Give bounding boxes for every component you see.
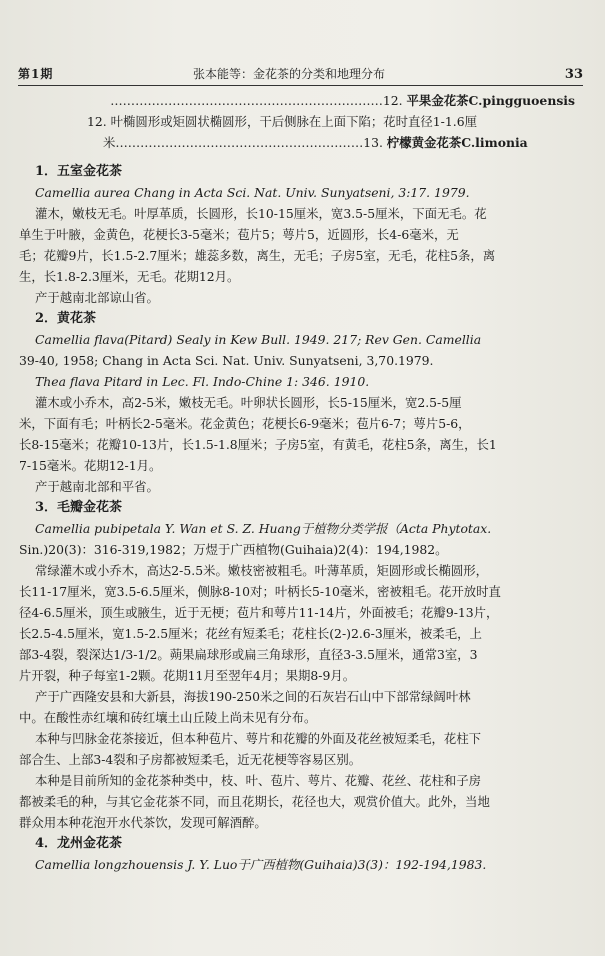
desc-line: 灌木，嫩枝无毛。叶厚革质，长圆形，长10-15厘米，宽3.5-5厘米，下面无毛。花 — [35, 206, 487, 221]
key-line-2: 12. 叶椭圆形或矩圆状椭圆形，干后侧脉在上面下陷；花时直径1-1.6厘 — [87, 114, 477, 129]
species-heading-1: 1．五室金花茶 — [35, 164, 123, 179]
species-citation-4: Camellia longzhouensis J. Y. Luo于广西植物(Guihaia)3(3)：192-194,1983. — [35, 857, 487, 872]
species-heading-2: 2．黄花茶 — [35, 311, 97, 326]
note: 群众用本种花泡开水代茶饮，发现可解酒醉。 — [19, 815, 267, 830]
desc-line: 长11-17厘米，宽3.5-6.5厘米，侧脉8-10对；叶柄长5-10毫米，密被粗毛。花开放时直 — [19, 584, 501, 599]
desc-line: 部3-4裂，裂深达1/3-1/2。蒴果扁球形或扁三角球形，直径3-3.5厘米，通常3室，3 — [19, 647, 478, 662]
species-citation-2: Camellia flava(Pitard) Sealy in Kew Bull. 1949. 217; Rev Gen. Camellia — [35, 332, 482, 347]
species-citation-1: Camellia aurea Chang in Acta Sci. Nat. Univ. Sunyatseni, 3:17. 1979. — [35, 185, 470, 200]
key-line-3: 米……………………………………………………13. 柠檬黄金花茶C.limonia — [103, 135, 528, 150]
desc-line: 毛；花瓣9片，长1.5-2.7厘米；雄蕊多数，离生，无毛；子房5室，无毛，花柱5条，离 — [19, 248, 496, 263]
distribution: 产于广西隆安县和大新县，海拔190-250米之间的石灰岩石山中下部常绿阔叶林 — [35, 689, 471, 704]
running-title: 张本能等：金花茶的分类和地理分布 — [193, 67, 386, 81]
desc-line: 灌木或小乔木，高2-5米，嫩枝无毛。叶卵状长圆形，长5-15厘米，宽2.5-5厘 — [35, 395, 462, 410]
issue-label: 第1期 — [18, 67, 54, 81]
note: 都被柔毛的种，与其它金花茶不同，而且花期长，花径也大，观赏价值大。此外，当地 — [19, 794, 490, 809]
desc-line: 生，长1.8-2.3厘米，无毛。花期12月。 — [19, 269, 240, 284]
citation-continued: Sin.)20(3)：316-319,1982；万煜于广西植物(Guihaia)2(4)：194,1982。 — [19, 542, 448, 557]
species-citation-3: Camellia pubipetala Y. Wan et S. Z. Huang于植物分类学报（Acta Phytotax. — [35, 521, 492, 536]
desc-line: 米，下面有毛；叶柄长2-5毫米。花金黄色；花梗长6-9毫米；苞片6-7；萼片5-6， — [19, 416, 471, 431]
desc-line: 片开裂，种子每室1-2颗。花期11月至翌年4月；果期8-9月。 — [19, 668, 356, 683]
synonym-citation: Thea flava Pitard in Lec. Fl. Indo-Chine 1: 346. 1910. — [35, 374, 370, 389]
desc-line: 常绿灌木或小乔木，高达2-5.5米。嫩枝密被粗毛。叶薄革质，矩圆形或长椭圆形， — [35, 563, 489, 578]
citation-continued: 39-40, 1958; Chang in Acta Sci. Nat. Univ. Sunyatseni, 3,70.1979. — [19, 353, 434, 368]
page-number: 33 — [564, 67, 583, 82]
desc-line: 径4-6.5厘米，顶生或腋生，近于无梗；苞片和萼片11-14片，外面被毛；花瓣9-13片， — [19, 605, 499, 620]
note: 本种是目前所知的金花茶种类中，枝、叶、苞片、萼片、花瓣、花丝、花柱和子房 — [35, 773, 482, 788]
distribution: 中。在酸性赤红壤和砖红壤土山丘陵上尚未见有分布。 — [19, 710, 317, 725]
desc-line: 7-15毫米。花期12-1月。 — [19, 458, 162, 473]
desc-line: 单生于叶腋，金黄色，花梗长3-5毫米；苞片5；萼片5，近圆形，长4-6毫米，无 — [19, 227, 459, 242]
distribution: 产于越南北部谅山省。 — [35, 290, 159, 305]
note: 本种与凹脉金花茶接近，但本种苞片、萼片和花瓣的外面及花丝被短柔毛，花柱下 — [35, 731, 482, 746]
body-text — [19, 90, 575, 875]
key-line-1: …………………………………………………………12. 平果金花茶C.pingguoensis — [110, 93, 575, 108]
page-header — [18, 60, 583, 86]
desc-line: 长8-15毫米；花瓣10-13片，长1.5-1.8厘米；子房5室，有黄毛，花柱5条，离生，长1 — [19, 437, 497, 452]
species-heading-3: 3．毛瓣金花茶 — [35, 500, 123, 515]
distribution: 产于越南北部和平省。 — [35, 479, 159, 494]
note: 部合生、上部3-4裂和子房都被短柔毛，近无花梗等容易区别。 — [19, 752, 362, 767]
desc-line: 长2.5-4.5厘米，宽1.5-2.5厘米；花丝有短柔毛；花柱长(2-)2.6-3厘米，被柔毛，上 — [19, 626, 482, 641]
species-heading-4: 4．龙州金花茶 — [35, 836, 123, 851]
